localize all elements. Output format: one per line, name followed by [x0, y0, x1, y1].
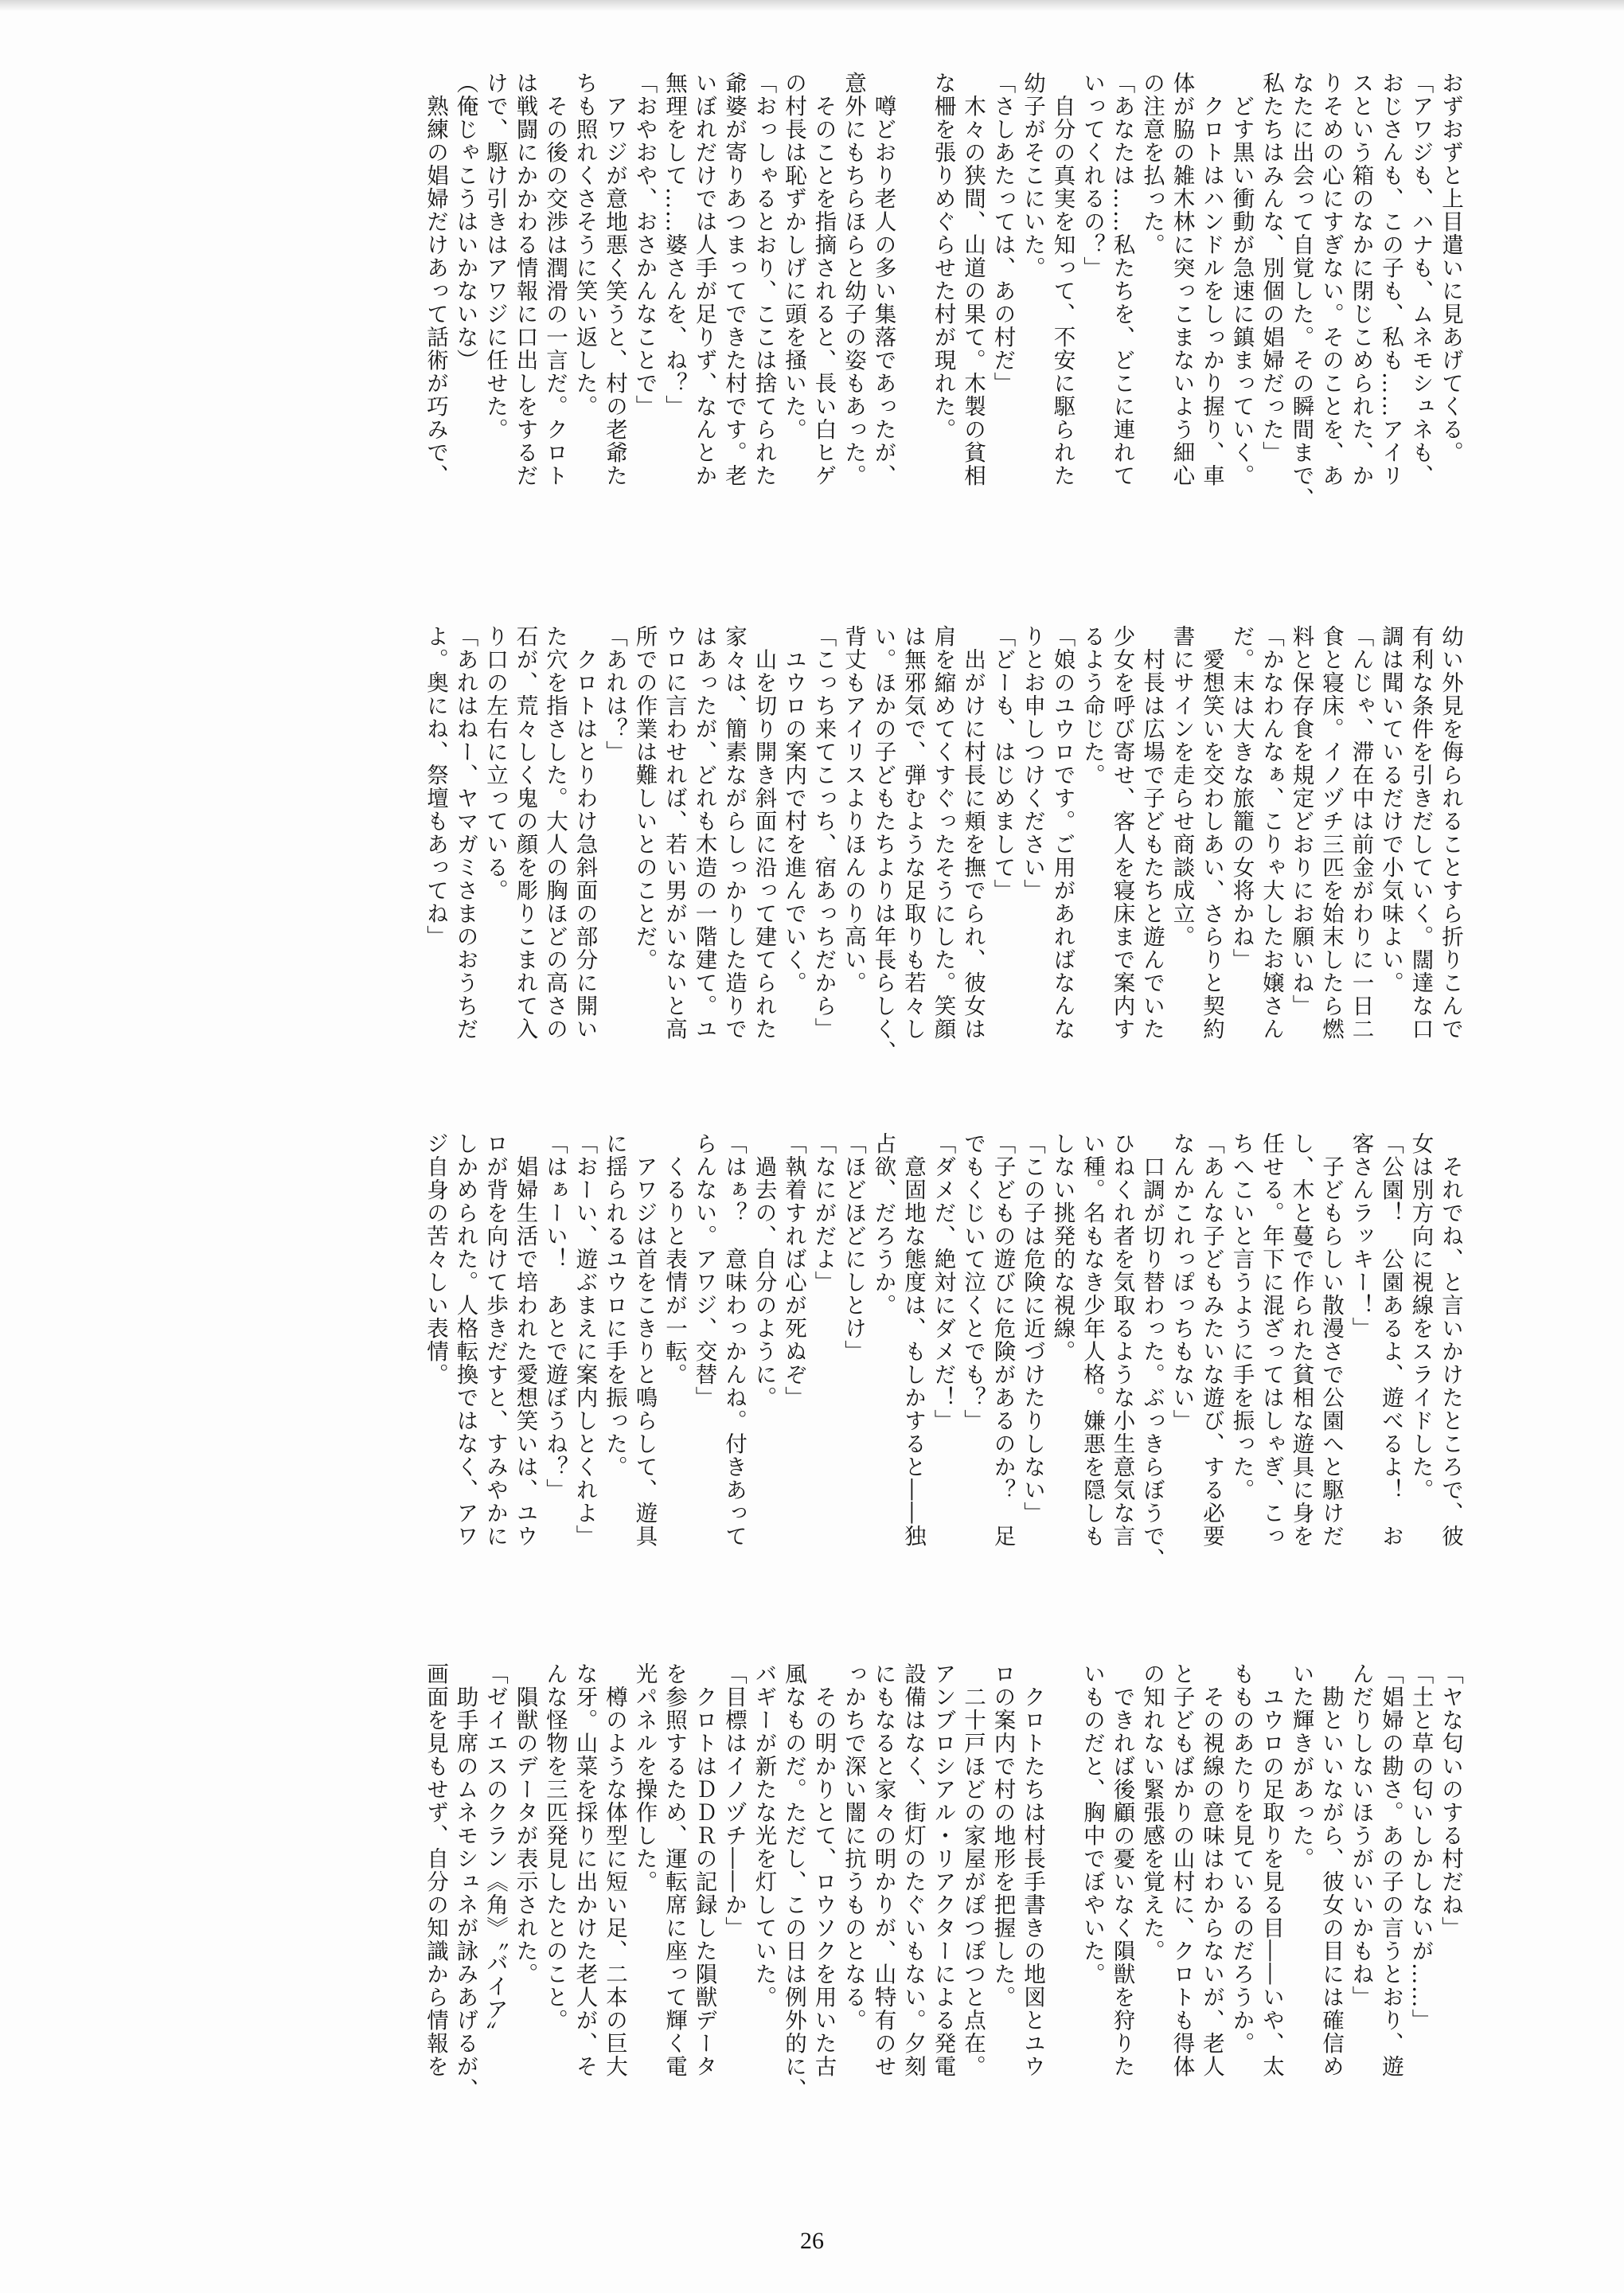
text-block-1 — [174, 72, 1465, 581]
text-line: を参照するため、運転席に座って輝く電 — [662, 1662, 687, 2078]
text-line: 「執着すれば心が死ぬぞ」 — [781, 1132, 806, 1409]
text-line: だ。末は大きな旅籠の女将かね」 — [1228, 625, 1255, 971]
text-line: よ。奥にね、祭壇もあってね」 — [423, 625, 448, 948]
text-line: 「ダメだ、絶対にダメだ！」 — [930, 1132, 956, 1432]
text-line: 石が、荒々しく鬼の顔を彫りこまれて入 — [512, 625, 538, 1041]
text-line: 肩を縮めてくすぐったそうにした。笑顔 — [930, 625, 956, 1041]
text-line: ユウロの足取りを見る目――いや、太 — [1259, 1662, 1284, 2078]
text-line: アワジが意地悪く笑うと、村の老爺た — [602, 72, 627, 487]
text-line: 「ヤな匂いのする村だね」 — [1438, 1662, 1463, 1939]
text-line: 樽のような体型に短い足、二本の巨大 — [602, 1662, 627, 2078]
text-line: な柵を張りめぐらせた村が現れた。 — [930, 72, 956, 441]
text-line: 風なものだ。ただし、この日は例外的に、 — [781, 1662, 806, 2101]
text-line: なんかこれっぽっちもない」 — [1169, 1132, 1195, 1432]
text-line: 「んじゃ、滞在中は前金がわりに一日二 — [1348, 625, 1374, 1041]
text-line: できれば後顧の憂いなく隕獣を狩りた — [1109, 1662, 1135, 2078]
text-line: 意外にもちらほらと幼子の姿もあった。 — [841, 72, 866, 487]
text-line: な牙。山菜を採りに出かけた老人が、そ — [572, 1662, 598, 2078]
text-line: ちへこいと言うように手を振った。 — [1228, 1132, 1255, 1502]
text-line: 「ほどほどにしとけ」 — [841, 1132, 866, 1363]
text-line: くるりと表情が一転。 — [662, 1132, 687, 1386]
text-line: おじさんも、この子も、私も……アイリ — [1378, 72, 1403, 487]
text-line: 「おーい、遊ぶまえに案内しとくれよ」 — [572, 1132, 598, 1548]
text-line: 客さんラッキー！」 — [1348, 1132, 1374, 1340]
text-line: 出がけに村長に頬を撫でられ、彼女は — [960, 625, 986, 1041]
text-line: 「おっしゃるとおり、ここは捨てられた — [751, 72, 777, 487]
text-line: り口の左右に立っている。 — [482, 625, 508, 902]
text-line: 光パネルを操作した。 — [631, 1662, 658, 1893]
text-line: 「あれはねー、ヤマガミさまのおうちだ — [452, 625, 478, 1041]
text-line: ちも照れくさそうに笑い返した。 — [572, 72, 598, 418]
text-line: はあったが、どれも木造の一階建て。ユ — [691, 625, 717, 1041]
text-line: クロトはとりわけ急斜面の部分に開い — [572, 625, 598, 1041]
text-line: の村長は恥ずかしげに頭を掻いた。 — [781, 72, 806, 441]
text-line: 「はぁーい！ あとで遊ぼうね？」 — [542, 1132, 568, 1502]
text-line: 「なにがだよ」 — [810, 1132, 837, 1294]
text-line — [898, 72, 928, 581]
text-line: いた輝きがあった。 — [1288, 1662, 1314, 1870]
text-line: それでね、と言いかけたところで、彼 — [1438, 1132, 1463, 1548]
text-line: 調は聞いているだけで小気味よい。 — [1378, 625, 1403, 994]
text-line: の注意を払った。 — [1139, 72, 1165, 256]
text-line: っかちで深い闇に抗うものとなる。 — [841, 1662, 866, 2032]
text-line: 二十戸ほどの家屋がぽつぽつと点在。 — [960, 1662, 986, 2078]
text-line: 村長は広場で子どもたちと遊んでいた — [1139, 625, 1165, 1041]
text-line: その視線の意味はわからないが、老人 — [1199, 1662, 1224, 2078]
text-line — [1047, 1662, 1077, 2172]
text-line: 料と保存食を規定どおりにお願いね」 — [1288, 625, 1314, 1018]
text-line: 自分の真実を知って、不安に駆られた — [1049, 72, 1076, 487]
text-line: ロが背を向けて歩きだすと、すみやかに — [482, 1132, 508, 1548]
text-line: ひねくれ者を気取るような小生意気な言 — [1109, 1132, 1135, 1548]
text-line: 助手席のムネモシュネが詠みあげるが、 — [452, 1662, 478, 2101]
text-line: 娼婦生活で培われた愛想笑いは、ユウ — [512, 1132, 538, 1548]
text-line: は戦闘にかかわる情報に口出しをするだ — [512, 72, 538, 487]
text-line: 噂どおり老人の多い集落であったが、 — [870, 72, 896, 487]
text-line: 「さしあたっては、あの村だ」 — [990, 72, 1016, 395]
text-line: い。ほかの子どもたちよりは年長らしく、 — [870, 625, 896, 1064]
text-line: （俺じゃこうはいかないな） — [452, 72, 478, 372]
text-line: 「おやおや、おさかんなことで」 — [631, 72, 658, 418]
text-line: なたに出会って自覚した。その瞬間まで、 — [1288, 72, 1314, 510]
text-line: 口調が切り替わった。ぶっきらぼうで、 — [1139, 1132, 1165, 1571]
text-line: 熟練の娼婦だけあって話術が巧みで、 — [423, 72, 448, 487]
text-line: けで、駆け引きはアワジに任せた。 — [482, 72, 508, 441]
text-line: いものだと、胸中でぼやいた。 — [1079, 1662, 1105, 1986]
text-line: クロトたちは村長手書きの地図とユウ — [1020, 1662, 1045, 2078]
text-line: と子どもばかりの山村に、クロトも得体 — [1169, 1662, 1195, 2078]
text-line: アンブロシアル・リアクターによる発電 — [930, 1662, 956, 2078]
page-number: 26 — [800, 2228, 824, 2254]
text-line: もものあたりを見ているのだろうか。 — [1228, 1662, 1255, 2055]
text-line: 占欲、だろうか。 — [870, 1132, 896, 1317]
text-line: 「あなたは……私たちを、どこに連れて — [1109, 72, 1135, 487]
text-line: 画面を見もせず、自分の知識から情報を — [423, 1662, 448, 2078]
text-line: 家々は、簡素ながらしっかりした造りで — [721, 625, 747, 1041]
text-line: 山を切り開き斜面に沿って建てられた — [751, 625, 777, 1041]
text-line: 意固地な態度は、もしかすると――独 — [900, 1132, 926, 1548]
text-line: いってくれるの？」 — [1079, 72, 1105, 279]
text-line: 食と寝床。イノヅチ三匹を始末したら燃 — [1318, 625, 1344, 1041]
text-line: 子どもらしい散漫さで公園へと駆けだ — [1318, 1132, 1344, 1548]
text-line: 幼子がそこにいた。 — [1020, 72, 1045, 279]
text-line: ジ自身の苦々しい表情。 — [423, 1132, 448, 1386]
text-line: ウロに言わせれば、若い男がいないと高 — [662, 625, 687, 1041]
text-line: 体が脇の雑木林に突っこまないよう細心 — [1169, 72, 1195, 487]
text-line: に揺られるユウロに手を振った。 — [602, 1132, 627, 1479]
text-line: にもなると家々の明かりが、山特有のせ — [870, 1662, 896, 2078]
text-line: るよう命じた。 — [1079, 625, 1105, 787]
text-line: ロの案内で村の地形を把握した。 — [990, 1662, 1016, 2009]
text-line: アワジは首をこきりと鳴らして、遊具 — [631, 1132, 658, 1548]
text-line: 「かなわんなぁ、こりゃ大したお嬢さん — [1259, 625, 1284, 1041]
text-line: しかめられた。人格転換ではなく、アワ — [452, 1132, 478, 1548]
text-line: 隕獣のデータが表示された。 — [512, 1662, 538, 1986]
text-line: は無邪気で、弾むような足取りも若々し — [900, 625, 926, 1041]
text-line: りとお申しつけください」 — [1020, 625, 1045, 902]
text-line: 無理をして……婆さんを、ね？」 — [662, 72, 687, 418]
text-line: の知れない緊張感を覚えた。 — [1139, 1662, 1165, 1963]
text-line: らんない。アワジ、交替」 — [691, 1132, 717, 1409]
text-line: しない挑発的な視線。 — [1049, 1132, 1076, 1363]
text-line: 過去の、自分のように。 — [751, 1132, 777, 1409]
text-line: クロトはＤＤＲの記録した隕獣データ — [691, 1662, 717, 2078]
text-line: おずおずと上目遣いに見あげてくる。 — [1438, 72, 1463, 464]
text-line: い種。名もなき少年人格。嫌悪を隠しも — [1079, 1132, 1105, 1548]
text-line: んな怪物を三匹発見したとのこと。 — [542, 1662, 568, 2032]
text-line: でもくじいて泣くとでも？」 — [960, 1132, 986, 1432]
text-line: 書にサインを走らせ商談成立。 — [1169, 625, 1195, 948]
text-line: 「アワジも、ハナも、ムネモシュネも、 — [1407, 72, 1434, 487]
text-line: いぼれだけでは人手が足りず、なんとか — [691, 72, 717, 487]
text-line: 「公園！ 公園あるよ、遊べるよ！ お — [1378, 1132, 1403, 1548]
text-line: そのことを指摘されると、長い白ヒゲ — [810, 72, 837, 487]
text-line: 勘といいながら、彼女の目には確信め — [1318, 1662, 1344, 2078]
page-edge-shadow — [0, 0, 1624, 11]
text-line: 女は別方向に視線をスライドした。 — [1407, 1132, 1434, 1502]
text-line: んだりしないほうがいいかもね」 — [1348, 1662, 1374, 2009]
text-line: 「あれは？」 — [602, 625, 627, 764]
text-line: 少女を呼び寄せ、客人を寝床まで案内す — [1109, 625, 1135, 1041]
text-line: 設備はなく、街灯のたぐいもない。夕刻 — [900, 1662, 926, 2078]
text-line: 爺婆が寄りあつまってできた村です。老 — [721, 72, 747, 487]
text-line: 「ゼイエスのクラン《角》〝バイア〟 — [482, 1662, 508, 2045]
text-line: 所での作業は難しいとのことだ。 — [631, 625, 658, 971]
text-line: 愛想笑いを交わしあい、さらりと契約 — [1199, 625, 1224, 1041]
text-line: 「この子は危険に近づけたりしない」 — [1020, 1132, 1045, 1525]
text-line: どす黒い衝動が急速に鎮まっていく。 — [1228, 72, 1255, 487]
text-line: 「土と草の匂いしかしないが……」 — [1407, 1662, 1434, 2032]
text-line: 「子どもの遊びに危険があるのか？ 足 — [990, 1132, 1016, 1548]
text-block-4 — [174, 1662, 1465, 2172]
text-line: バギーが新たな光を灯していた。 — [751, 1662, 777, 2009]
text-line: 任せる。年下に混ざってはしゃぎ、こっ — [1259, 1132, 1284, 1548]
text-line: 背丈もアイリスよりほんのり高い。 — [841, 625, 866, 994]
text-block-2 — [174, 625, 1465, 1135]
text-line: 木々の狭間、山道の果て。木製の貧相 — [960, 72, 986, 487]
text-block-3 — [174, 1132, 1465, 1642]
text-line: し、木と蔓で作られた貧相な遊具に身を — [1288, 1132, 1314, 1548]
text-line: 私たちはみんな、別個の娼婦だった」 — [1259, 72, 1284, 464]
text-line: 有利な条件を引きだしていく。闊達な口 — [1407, 625, 1434, 1041]
text-line: 「目標はイノヅチ――か」 — [721, 1662, 747, 1939]
text-line: 「娼婦の勘さ。あの子の言うとおり、遊 — [1378, 1662, 1403, 2078]
text-line: その後の交渉は潤滑の一言だ。クロト — [542, 72, 568, 487]
text-line: 「あんな子どもみたいな遊び、する必要 — [1199, 1132, 1224, 1548]
text-line: クロトはハンドルをしっかり握り、車 — [1199, 72, 1224, 487]
text-line: 「はぁ？ 意味わっかんね。付きあって — [721, 1132, 747, 1548]
text-line: た穴を指さした。大人の胸ほどの高さの — [542, 625, 568, 1041]
text-line: その明かりとて、ロウソクを用いた古 — [810, 1662, 837, 2078]
text-line: 幼い外見を侮られることすら折りこんで — [1438, 625, 1463, 1041]
text-line: りそめの心にすぎない。そのことを、あ — [1318, 72, 1344, 487]
text-line: ユウロの案内で村を進んでいく。 — [781, 625, 806, 994]
text-line: スという箱のなかに閉じこめられた、か — [1348, 72, 1374, 487]
text-line: 「こっち来てこっち、宿あっちだから」 — [810, 625, 837, 1041]
text-line: 「娘のユウロです。ご用があればなんな — [1049, 625, 1076, 1041]
text-line: 「どーも、はじめまして」 — [990, 625, 1016, 902]
